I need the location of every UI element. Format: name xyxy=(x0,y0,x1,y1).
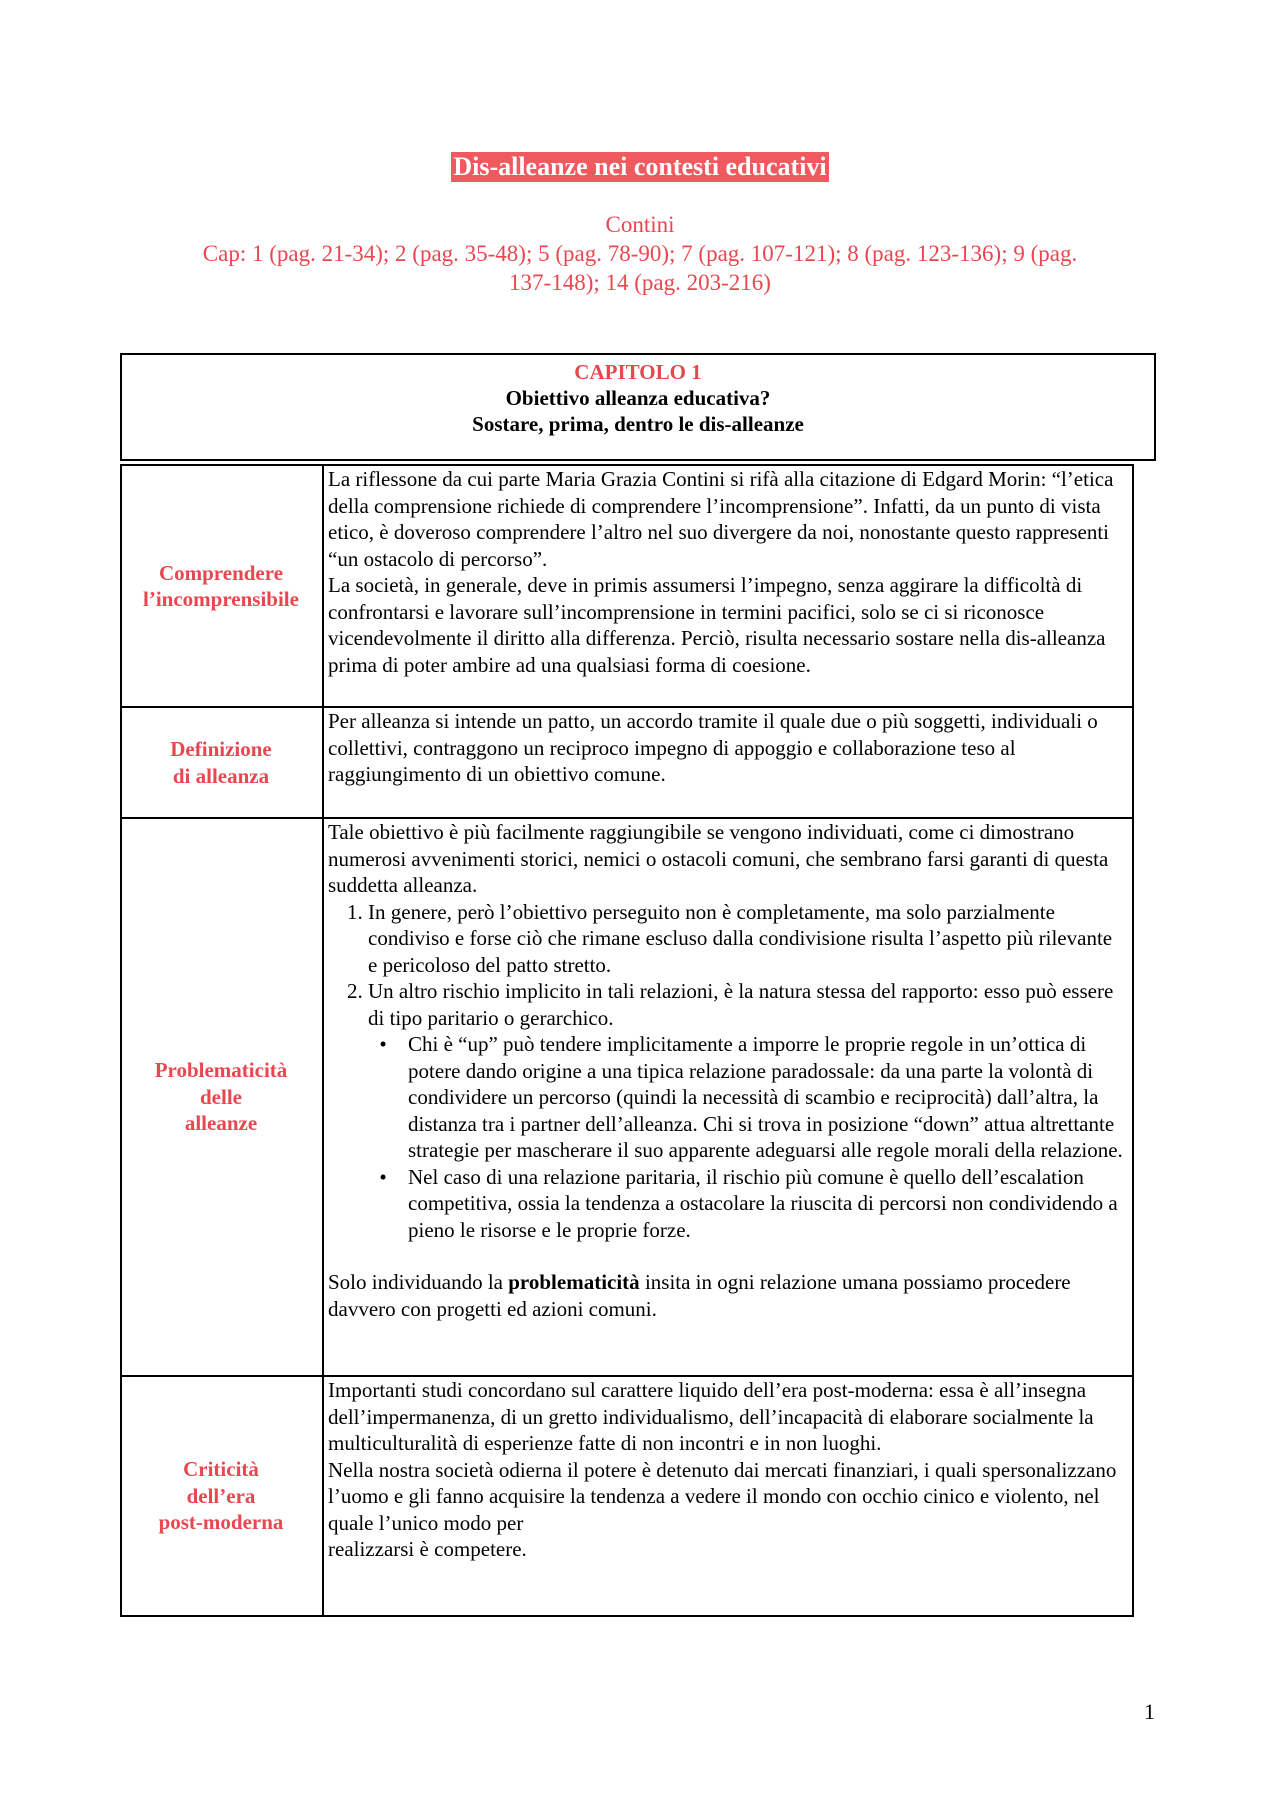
label-line: Comprendere xyxy=(158,560,284,585)
bullet-list xyxy=(368,1031,1126,1243)
paragraph: Importanti studi concordano sul carattere liquido dell’era post-moderna: essa è all’insegna dell’impermanenza, di un gretto individualismo, dell’incapacità di elaborare socialmente la multiculturalità di esperienze fatte di non incontri e in non luoghi. xyxy=(328,1378,1094,1455)
table-row xyxy=(121,465,1133,707)
chapter-header xyxy=(120,353,1156,461)
label-line: delle xyxy=(200,1084,242,1109)
chapter-number: CAPITOLO 1 xyxy=(574,360,702,384)
spacer xyxy=(328,1243,1126,1269)
title-container xyxy=(0,152,1280,182)
label-line: Definizione xyxy=(170,737,272,761)
row-label xyxy=(121,1376,323,1616)
chapters-line-1: Cap: 1 (pag. 21-34); 2 (pag. 35-48); 5 (pag. 78-90); 7 (pag. 107-121); 8 (pag. 123-136); 9 (pag. xyxy=(202,241,1078,266)
table-row xyxy=(121,707,1133,818)
chapter-heading-2: Sostare, prima, dentro le dis-alleanze xyxy=(472,412,804,436)
bullet-item xyxy=(379,1031,1126,1164)
row-content xyxy=(323,1376,1133,1616)
paragraph: La società, in generale, deve in primis assumersi l’impegno, senza aggirare la difficoltà di confrontarsi e lavorare sull’incomprensione in termini pacifici, solo se ci si riconosce vicendevolmente il diritto alla differenza. Perciò, risulta necessario sostare nella dis-alleanza prima di poter ambire ad una qualsiasi forma di coesione. xyxy=(328,573,1106,677)
label-line: post-moderna xyxy=(158,1510,284,1535)
text-run: Solo individuando la xyxy=(328,1270,509,1294)
text-run: insita in ogni relazione umana possiamo procedere davvero con progetti ed azioni comuni. xyxy=(328,1270,1071,1321)
paragraph: Per alleanza si intende un patto, un accordo tramite il quale due o più soggetti, individuali o collettivi, contraggono un reciproco impegno di appoggio e collaborazione teso al raggiungimento di un obiettivo comune. xyxy=(328,709,1098,786)
bullet-icon: • xyxy=(379,1164,387,1189)
bullet-text: Nel caso di una relazione paritaria, il rischio più comune è quello dell’escalation competitiva, ossia la tendenza a ostacolare la riuscita di percorsi non condividendo a pieno le risorse e le proprie forze. xyxy=(408,1164,1118,1242)
paragraph: Nella nostra società odierna il potere è detenuto dai mercati finanziari, i quali spersonalizzano l’uomo e gli fanno acquisire la tendenza a vedere il mondo con occhio cinico e violento, nel quale l’unico modo per xyxy=(328,1457,1117,1535)
list-item xyxy=(368,978,1126,1243)
row-label xyxy=(121,707,323,818)
paragraph xyxy=(328,1269,1126,1322)
row-content xyxy=(323,818,1133,1376)
numbered-list xyxy=(328,899,1126,1244)
list-item-text: Un altro rischio implicito in tali relazioni, è la natura stessa del rapporto: esso può essere di tipo paritario o gerarchico. xyxy=(368,979,1114,1030)
bullet-icon: • xyxy=(379,1032,387,1056)
list-item: 1. In genere, però l’obiettivo perseguito non è completamente, ma solo parzialmente condiviso e forse ciò che rimane escluso dalla condivisione risulta l’aspetto più rilevante e pericoloso del patto stretto. xyxy=(368,899,1126,979)
bullet-item xyxy=(379,1164,1126,1244)
author: Contini xyxy=(605,212,675,237)
label-line: Problematicità xyxy=(154,1058,288,1083)
summary-table xyxy=(120,464,1134,1617)
chapter-heading-1: Obiettivo alleanza educativa? xyxy=(505,386,771,410)
label-line: l’incomprensibile xyxy=(143,587,299,611)
paragraph: La riflessone da cui parte Maria Grazia Contini si rifà alla citazione di Edgard Morin: “l’etica della comprensione richiede di comprendere l’incomprensione”. Infatti, da un punto di vista etico, è doveroso comprendere l’altro nel suo divergere da noi, nonostante questo rappresenti “un ostacolo di percorso”. xyxy=(328,467,1114,571)
table-row xyxy=(121,1376,1133,1616)
label-line: dell’era xyxy=(186,1483,256,1508)
row-label xyxy=(121,465,323,707)
page-number: 1 xyxy=(1144,1699,1155,1724)
document-title: Dis-alleanze nei contesti educativi xyxy=(453,152,827,181)
paragraph: Tale obiettivo è più facilmente raggiungibile se vengono individuati, come ci dimostrano numerosi avvenimenti storici, nemici o ostacoli comuni, che sembrano farsi garanti di questa suddetta alleanza. xyxy=(328,820,1109,897)
row-label xyxy=(121,818,323,1376)
subtitle-block xyxy=(120,210,1160,297)
bold-text: problematicità xyxy=(508,1270,640,1294)
label-line: alleanze xyxy=(184,1111,258,1136)
paragraph: realizzarsi è competere. xyxy=(328,1537,527,1561)
row-content xyxy=(323,707,1133,818)
label-line: Criticità xyxy=(183,1457,259,1482)
bullet-text: Chi è “up” può tendere implicitamente a imporre le proprie regole in un’ottica di potere dando origine a una tipica relazione paradossale: da una parte la volontà di condividere un percorso (quindi la necessità di scambio e reciprocità) dall’altra, la distanza tra i partner dell’alleanza. Chi si trova in posizione “down” attua altrettante strategie per mascherare il suo apparente adeguarsi alle regole morali della relazione. xyxy=(408,1032,1123,1162)
label-line: di alleanza xyxy=(172,763,270,788)
table-row xyxy=(121,818,1133,1376)
chapters-line-2: 137-148); 14 (pag. 203-216) xyxy=(509,270,771,295)
row-content xyxy=(323,465,1133,707)
